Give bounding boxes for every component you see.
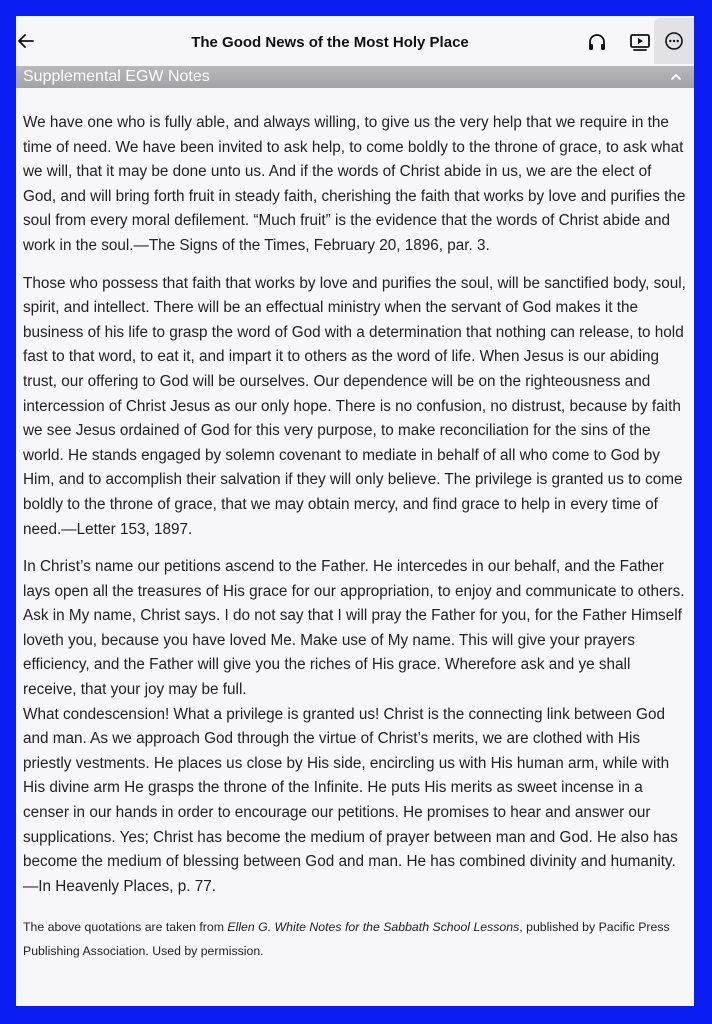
video-button[interactable] [628,30,652,54]
app-window [16,16,694,1006]
footnote-suffix: , published by Pacific Press Publishing Association. Used by permission. [23,920,670,959]
chevron-up-icon[interactable] [668,69,684,85]
page-title: The Good News of the Most Holy Place [191,34,469,51]
section-header[interactable] [16,66,694,88]
more-horizontal-icon [664,31,684,51]
paragraph: In Christ’s name our petitions ascend to the Father. He intercedes in our behalf, and the Father lays open all the treasures of His grace for our appropriation, to enjoy and communicate to others. Ask in My name, Christ says. I do not say that I will pray the Father for you, for the Father Himself loveth you, because you have loved Me. Make use of My name. This will give your prayers efficiency, and the Father will give you the riches of His grace. Wherefore ask and ye shall receive, that your joy may be full. [23,558,685,699]
footnote-prefix: The above quotations are taken from [23,920,228,935]
paragraph: We have one who is fully able, and always willing, to give us the very help that we require in the time of need. We have been invited to ask help, to come boldly to the throne of grace, to ask what we will, that it may be done unto us. And if the words of Christ abide in us, we are the elect of God, and will bring forth fruit in steady faith, cherishing the faith that works by love and purifies the soul from every moral defilement. “Much fruit” is the evidence that the words of Christ abide and work in the soul.—The Signs of the Times, February 20, 1896, par. 3. [23,114,686,254]
more-button[interactable] [654,18,694,64]
arrow-left-icon [17,32,35,50]
headphones-icon [586,31,608,53]
audio-button[interactable] [585,30,609,54]
paragraph: What condescension! What a privilege is granted us! Christ is the connecting link between God and man. As we approach God through the virtue of Christ’s merits, we are clothed with His priestly vestments. He places us close by His side, encircling us with His human arm, while with His divine arm He grasps the throne of the Infinite. He puts His merits as sweet incense in a censer in our hands in order to encourage our petitions. He promises to hear and answer our supplications. Yes; Christ has become the medium of prayer between man and God. He also has become the medium of blessing between God and man. He has combined divinity and humanity.—In Heavenly Places, p. 77. [23,705,678,895]
back-button[interactable] [16,29,36,53]
video-play-icon [629,31,651,53]
top-bar [16,16,694,66]
section-title: Supplemental EGW Notes [23,68,210,85]
footnote-book-title: Ellen G. White Notes for the Sabbath School Lessons [227,920,520,935]
footnote [23,915,687,963]
paragraph: Those who possess that faith that works by love and purifies the soul, will be sanctified body, soul, spirit, and intellect. There will be an effectual ministry when the servant of God makes it the business of his life to grasp the word of God with a determination that nothing can release, to hold fast to that word, to eat it, and impart it to others as the word of life. When Jesus is our abiding trust, our offering to God will be ourselves. Our dependence will be on the righteousness and intercession of Christ Jesus as our only hope. There is no confusion, no distrust, because by faith we see Jesus ordained of God for this very purpose, to make reconciliation for the sins of the world. He stands engaged by solemn covenant to mediate in behalf of all who come to God by Him, and to accomplish their salvation if they will only believe. The privilege is granted us to come boldly to the throne of grace, that we may obtain mercy, and find grace to help in every time of need.—Letter 153, 1897. [23,274,686,538]
notes-content [16,88,694,1006]
